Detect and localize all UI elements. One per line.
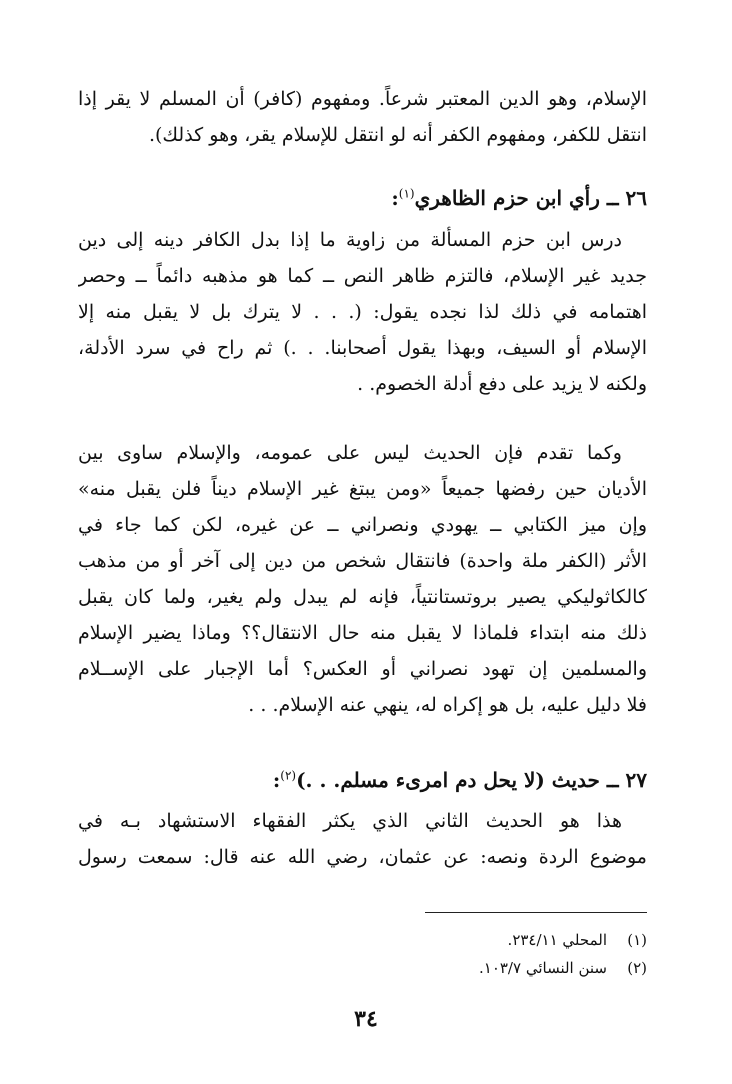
body-line: فلا دليل عليه، بل هو إكراه له، ينهي عنه الإسلام. . . bbox=[248, 694, 647, 716]
heading-suffix: : bbox=[272, 768, 281, 792]
body-line: الإسلام، وهو الدين المعتبر شرعاً. ومفهوم (كافر) أن المسلم لا يقر إذا bbox=[78, 88, 647, 110]
body-line: جديد غير الإسلام، فالتزم ظاهر النص ــ كما هو مذهبه دائماً ــ وحصر bbox=[78, 265, 647, 287]
footnote-divider bbox=[425, 912, 647, 913]
section-title: ٢٧ ــ حديث (لا يحل دم امرىء مسلم. . .) bbox=[296, 768, 647, 792]
body-line: موضوع الردة ونصه: عن عثمان، رضي الله عنه قال: سمعت رسول bbox=[78, 846, 647, 868]
footnote-number: (١) bbox=[627, 931, 647, 949]
body-line: والمسلمين إن تهود نصراني أو العكس؟ أما الإجبار على الإســلام bbox=[78, 658, 647, 680]
body-line: وكما تقدم فإن الحديث ليس على عمومه، والإسلام ساوى بين bbox=[78, 442, 622, 464]
body-line: اهتمامه في ذلك لذا نجده يقول: (. . . لا يترك بل لا يقبل منه إلا bbox=[78, 301, 647, 323]
footnote-marker: (٢) bbox=[280, 768, 297, 783]
body-line: كالكاثوليكي يصير بروتستانتياً، فإنه لم يبدل ولم يغير، ولما كان يقبل bbox=[78, 586, 647, 608]
body-line: الأديان حين رفضها جميعاً «ومن يبتغ غير الإسلام ديناً فلن يقبل منه» bbox=[78, 478, 647, 500]
body-line: ذلك منه ابتداء فلماذا لا يقبل منه حال الانتقال؟؟ وماذا يضير الإسلام bbox=[78, 622, 647, 644]
body-line: الأثر (الكفر ملة واحدة) فانتقال شخص من دين إلى آخر أو من مذهب bbox=[78, 550, 647, 572]
body-line: وإن ميز الكتابي ــ يهودي ونصراني ــ عن غيره، لكن كما جاء في bbox=[78, 514, 647, 536]
body-line: هذا هو الحديث الثاني الذي يكثر الفقهاء الاستشهاد بـه في bbox=[78, 810, 622, 832]
section-heading-27 bbox=[78, 764, 647, 796]
body-line: انتقل للكفر، ومفهوم الكفر أنه لو انتقل للإسلام يقر، وهو كذلك). bbox=[148, 124, 647, 146]
body-line: درس ابن حزم المسألة من زاوية ما إذا بدل الكافر دينه إلى دين bbox=[78, 229, 622, 251]
footnote-item bbox=[300, 928, 647, 952]
page-number: ٣٤ bbox=[354, 1006, 378, 1032]
footnote-marker: (١) bbox=[398, 186, 415, 201]
footnote-item bbox=[300, 956, 647, 980]
section-title: ٢٦ ــ رأي ابن حزم الظاهري bbox=[414, 186, 647, 210]
footnote-text: المحلي ٢٣٤/١١. bbox=[507, 931, 607, 949]
body-line: ولكنه لا يزيد على دفع أدلة الخصوم. . bbox=[357, 373, 647, 395]
body-line: الإسلام أو السيف، وبهذا يقول أصحابنا. . .) ثم راح في سرد الأدلة، bbox=[78, 337, 647, 359]
footnote-number: (٢) bbox=[627, 959, 647, 977]
section-heading-26 bbox=[78, 182, 647, 214]
heading-suffix: : bbox=[391, 186, 399, 210]
footnote-text: سنن النسائي ١٠٣/٧. bbox=[478, 959, 607, 977]
